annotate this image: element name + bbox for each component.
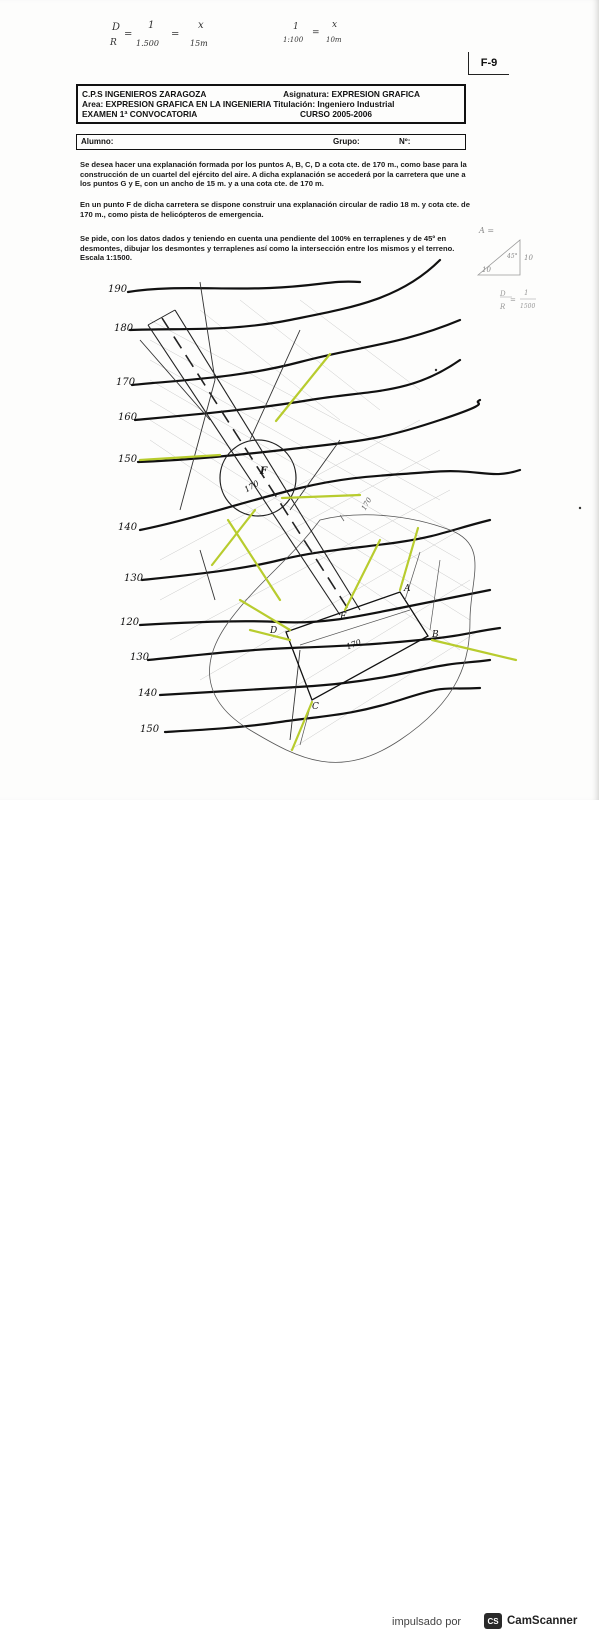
contour-label: 150 bbox=[140, 724, 160, 735]
statement-paragraph-3: Se pide, con los datos dados y teniendo en cuenta una pendiente del 100% en terraplenes y de 45º en desmontes, dibujar los desmontes y terraplenes así como la intersección entre los mismos y el terreno. Escala 1:1500. bbox=[80, 234, 455, 263]
scanned-sheet bbox=[0, 0, 599, 800]
note-right-den1: 1:100 bbox=[283, 36, 304, 44]
point-d-label: D bbox=[270, 626, 278, 636]
contour-label: 190 bbox=[108, 284, 128, 295]
area-line: Area: EXPRESION GRAFICA EN LA INGENIERIA Titulación: Ingeniero Industrial bbox=[82, 99, 395, 109]
margin-triangle-angle: 45° bbox=[507, 253, 518, 260]
note-eq2-num: x bbox=[198, 20, 204, 31]
margin-triangle-side: 10 bbox=[524, 254, 533, 262]
platform-level: 170 bbox=[344, 637, 363, 652]
contour-label: 140 bbox=[118, 522, 138, 533]
alumno-label: Alumno: bbox=[81, 137, 114, 146]
point-a-label: A bbox=[404, 584, 411, 594]
contour-label: 130 bbox=[130, 652, 150, 663]
note-equals: = bbox=[171, 29, 180, 40]
note-eq2-den: 15m bbox=[190, 39, 208, 48]
note-right-den2: 10m bbox=[326, 36, 342, 44]
margin-note-a: A = bbox=[479, 226, 495, 235]
subject-name: Asignatura: EXPRESION GRAFICA bbox=[283, 89, 420, 99]
statement-paragraph-1: Se desea hacer una explanación formada por los puntos A, B, C, D a cota cte. de 170 m., como base para la construcción de un cuartel del ejército del aire. A dicha explanación se accederá por la carretera que une a los puntos G y E, con un ancho de 15 m. y a una cota cte. de 170 m. bbox=[80, 160, 467, 189]
margin-ratio-den: R bbox=[500, 303, 506, 311]
note-equals: = bbox=[124, 29, 133, 40]
contour-label: 160 bbox=[118, 412, 138, 423]
margin-triangle-base: 10 bbox=[482, 266, 491, 274]
school-name: C.P.S INGENIEROS ZARAGOZA bbox=[82, 89, 207, 99]
road-level: 170 bbox=[359, 496, 374, 512]
point-c-label: C bbox=[312, 702, 319, 712]
contour-label: 140 bbox=[138, 688, 158, 699]
grupo-label: Grupo: bbox=[333, 137, 360, 146]
sheet-code: F-9 bbox=[468, 52, 509, 75]
note-eq1-num: 1 bbox=[148, 20, 155, 31]
note-formula-left: D bbox=[112, 22, 121, 33]
note-right-num1: 1 bbox=[293, 22, 299, 32]
note-formula-left-den: R bbox=[110, 38, 117, 48]
numero-label: Nº: bbox=[399, 137, 411, 146]
margin-ratio-val-num: 1 bbox=[524, 289, 529, 297]
margin-ratio-eq: = bbox=[510, 296, 516, 304]
note-right-num2: x bbox=[332, 20, 338, 30]
note-equals: = bbox=[312, 28, 320, 38]
scanner-footer bbox=[0, 800, 599, 1628]
topographic-drawing bbox=[0, 0, 599, 800]
contour-label: 180 bbox=[114, 323, 134, 334]
exam-call: EXAMEN 1ª CONVOCATORIA bbox=[82, 109, 198, 119]
point-e-label: E bbox=[340, 612, 347, 622]
course-year: CURSO 2005-2006 bbox=[300, 109, 372, 119]
point-f-label: F bbox=[260, 466, 268, 477]
camscanner-brand: CamScanner bbox=[507, 1615, 578, 1627]
powered-by-text: impulsado por bbox=[392, 1616, 462, 1628]
contour-label: 130 bbox=[124, 573, 144, 584]
contour-label: 120 bbox=[120, 617, 140, 628]
point-b-label: B bbox=[432, 630, 439, 640]
statement-paragraph-2: En un punto F de dicha carretera se dispone construir una explanación circular de radio 18 m. y cota cte. de 170 m., como pista de helicópteros de emergencia. bbox=[80, 200, 470, 219]
note-eq1-den: 1.500 bbox=[136, 39, 159, 48]
margin-ratio-val-den: 1500 bbox=[520, 303, 536, 310]
heli-level: 170 bbox=[242, 478, 261, 495]
contour-label: 150 bbox=[118, 454, 138, 465]
camscanner-logo-icon: CS bbox=[484, 1613, 502, 1629]
margin-ratio-num: D bbox=[500, 290, 506, 298]
contour-label: 170 bbox=[116, 377, 136, 388]
